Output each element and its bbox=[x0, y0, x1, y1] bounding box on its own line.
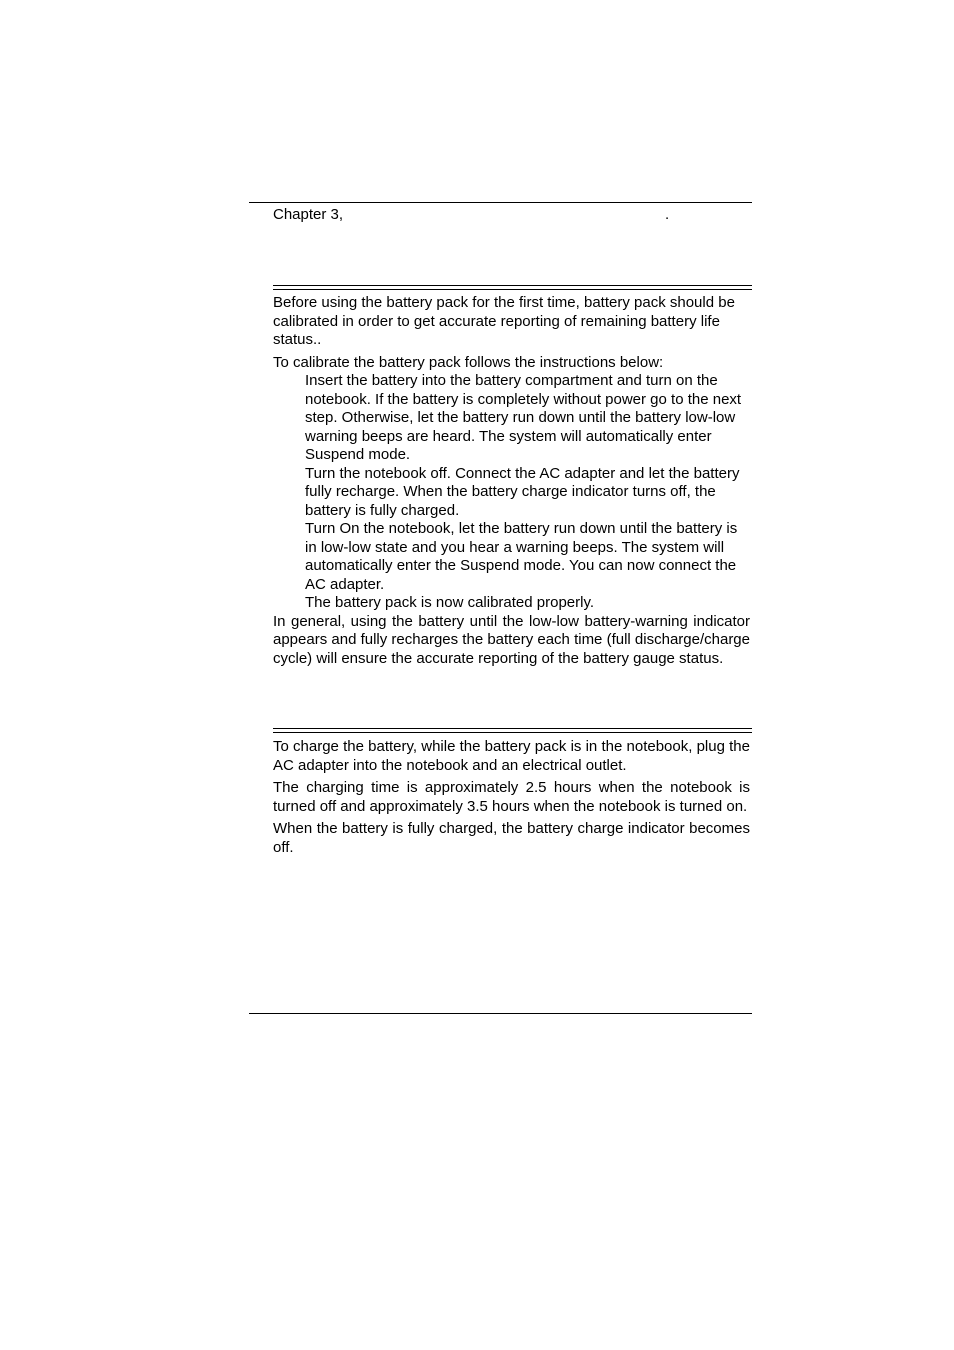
charging-section bbox=[273, 738, 750, 857]
charging-section-rule bbox=[273, 728, 752, 733]
calibration-step-2: Turn the notebook off. Connect the AC adapter and let the battery fully recharge. When the battery charge indicator turns off, the battery is fully charged. bbox=[305, 464, 740, 519]
calibration-steps bbox=[273, 372, 750, 613]
charging-paragraph-2: The charging time is approximately 2.5 hours when the notebook is turned off and approximately 3.5 hours when the notebook is turned on. bbox=[273, 779, 750, 815]
header-top-rule bbox=[249, 202, 752, 203]
charging-paragraph-3: When the battery is fully charged, the battery charge indicator becomes off. bbox=[273, 820, 750, 856]
footer-rule bbox=[249, 1013, 752, 1014]
calibration-step-3: Turn On the notebook, let the battery run down until the battery is in low-low state and you hear a warning beeps. The system will automatically enter the Suspend mode. You can now connect the AC adapter. bbox=[305, 520, 738, 593]
calibration-section bbox=[273, 294, 750, 668]
calibration-intro: Before using the battery pack for the first time, battery pack should be calibrated in order to get accurate reporting of remaining battery life status.. bbox=[273, 294, 735, 348]
header-trailing-mark: . bbox=[665, 206, 670, 223]
calibration-summary: In general, using the battery until the low-low battery-warning indicator appears and fully recharges the battery each time (full discharge/charge cycle) will ensure the accurate reporting of the battery gauge status. bbox=[273, 612, 750, 667]
calibration-section-rule bbox=[273, 285, 752, 290]
chapter-label: Chapter 3, bbox=[273, 206, 344, 223]
charging-paragraph-1: To charge the battery, while the battery pack is in the notebook, plug the AC adapter into the notebook and an electrical outlet. bbox=[273, 738, 750, 774]
calibration-step-4: The battery pack is now calibrated properly. bbox=[305, 594, 595, 611]
calibration-step-1: Insert the battery into the battery compartment and turn on the notebook. If the battery is completely without power go to the next step. Otherwise, let the battery run down until the battery low-low warning beeps are heard. The system will automatically enter Suspend mode. bbox=[305, 372, 742, 463]
calibration-instructions-lead: To calibrate the battery pack follows the instructions below: bbox=[273, 353, 664, 371]
